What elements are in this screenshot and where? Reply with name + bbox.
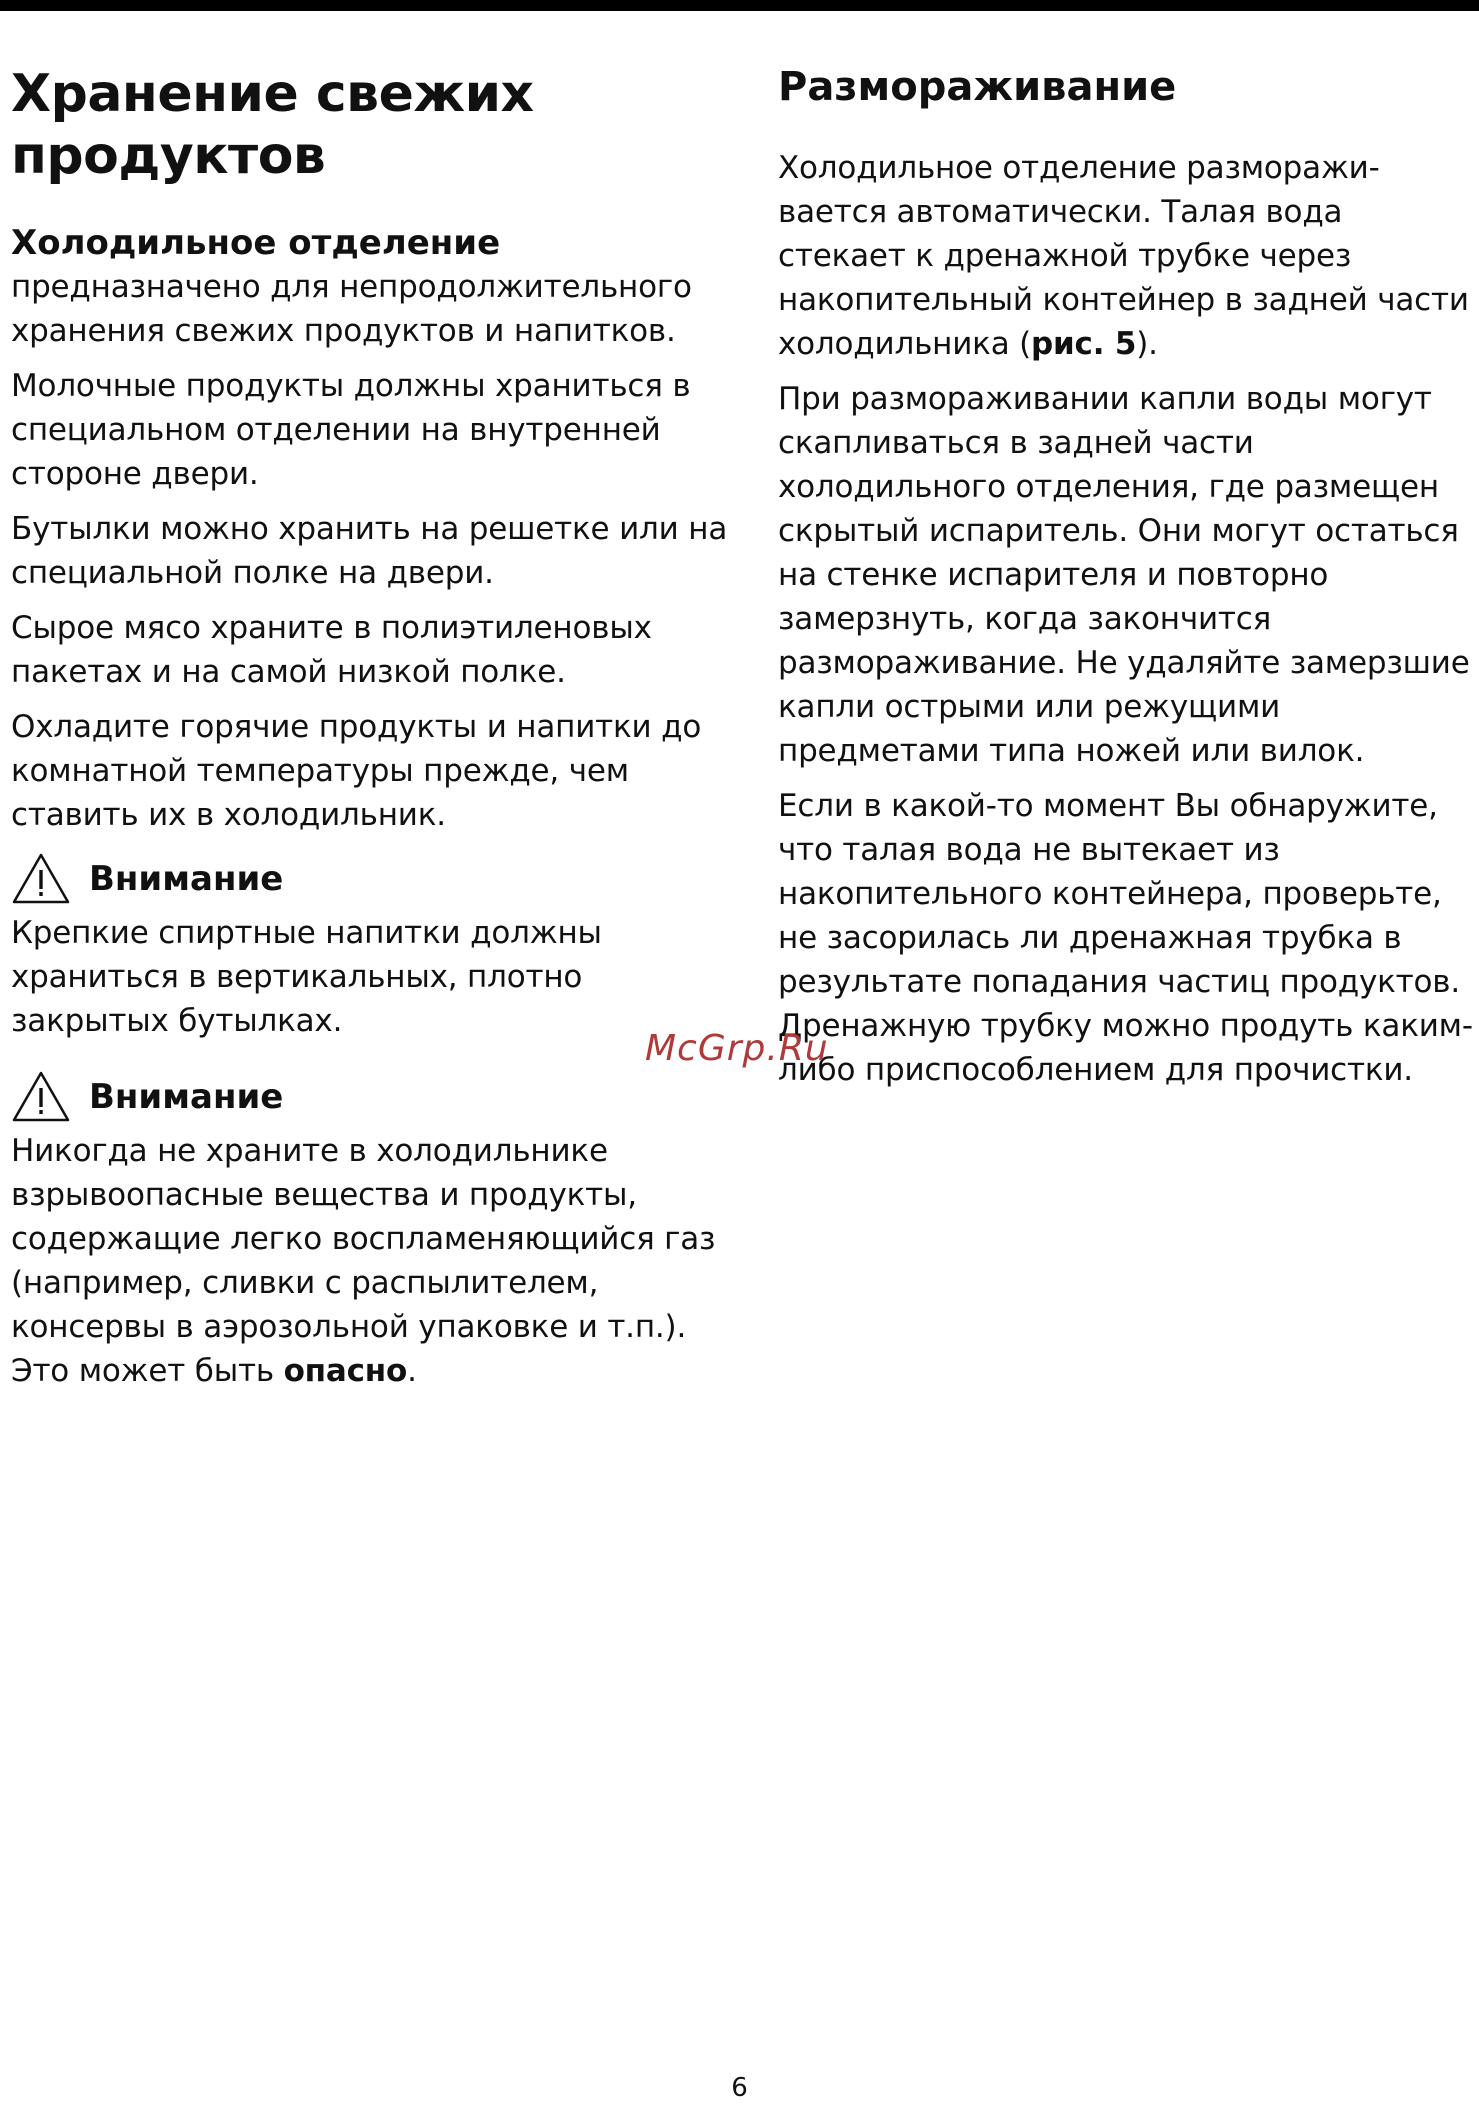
- paragraph-dairy: Молочные продукты должны храниться в специальном отделении на внутренней стороне двери.: [11, 368, 691, 492]
- page-title-line1: Хранение свежих: [11, 64, 534, 124]
- paragraph-cool-down: Охладите горячие продукты и напитки до комнатной температуры прежде, чем ставить их в холодильник.: [11, 709, 702, 833]
- warning-text-2-end: .: [407, 1353, 417, 1389]
- paragraph-drain-tube: Если в какой-то момент Вы обнаружите, что талая вода не вытекает из накопительного контейнера, проверьте, не засорилась ли дренажная трубка в результате попадания частиц продуктов. Дренажную трубку можно продуть каким-либо приспособлением для прочистки.: [778, 788, 1473, 1088]
- warning-triangle-icon: [11, 852, 71, 906]
- warning-text-2-main: Никогда не храните в холодильнике взрывоопасные вещества и продукты, содержащие легко воспламеняющийся газ (например, сливки с распылителем, консервы в аэрозольной упаковке и т.п.). Это может быть: [11, 1133, 716, 1389]
- defrosting-heading: Размораживание: [778, 64, 1177, 110]
- paragraph-water-drops: При размораживании капли воды могут скапливаться в задней части холодильного отделения, где размещен скрытый испаритель. Они могут остаться на стенке испарителя и повторно замерзнуть, когда закончится размораживание. Не удаляйте замерзшие капли острыми или режущими предметами типа ножей или вилок.: [778, 381, 1470, 769]
- paragraph-bottles: Бутылки можно хранить на решетке или на специальной полке на двери.: [11, 511, 728, 591]
- paragraph-raw-meat: Сырое мясо храните в полиэтиленовых пакетах и на самой низкой полке.: [11, 610, 652, 690]
- figure-reference: рис. 5: [1031, 326, 1137, 362]
- warning-text-2: [11, 1129, 731, 1393]
- page-title: [11, 63, 731, 187]
- right-column: [778, 58, 1478, 1103]
- top-border-bar: [0, 0, 1479, 11]
- warning-heading-1: [11, 851, 731, 907]
- paragraph-purpose: предназначено для непродолжительного хранения свежих продуктов и напитков.: [11, 269, 692, 349]
- paragraph-auto-defrost-end: ).: [1136, 326, 1158, 362]
- warning-title-1: Внимание: [89, 859, 284, 899]
- warning-title-2: Внимание: [89, 1077, 284, 1117]
- left-column: [11, 60, 731, 1404]
- paragraph-auto-defrost: [778, 146, 1478, 366]
- fridge-compartment-heading: Холодильное отделение: [11, 223, 501, 263]
- warning-text-1: Крепкие спиртные напитки должны храниться в вертикальных, плотно закрытых бутылках.: [11, 915, 602, 1039]
- page-title-line2: продуктов: [11, 126, 326, 186]
- page-number: 6: [731, 2073, 748, 2103]
- watermark: McGrp.Ru: [645, 1028, 829, 1069]
- warning-triangle-icon: [11, 1070, 71, 1124]
- paragraph-auto-defrost-main: Холодильное отделение разморажи-вается автоматически. Талая вода стекает к дренажной трубке через накопительный контейнер в задней части холодильника (: [778, 150, 1469, 362]
- warning-heading-2: [11, 1069, 731, 1125]
- warning-text-2-bold: опасно: [283, 1353, 408, 1389]
